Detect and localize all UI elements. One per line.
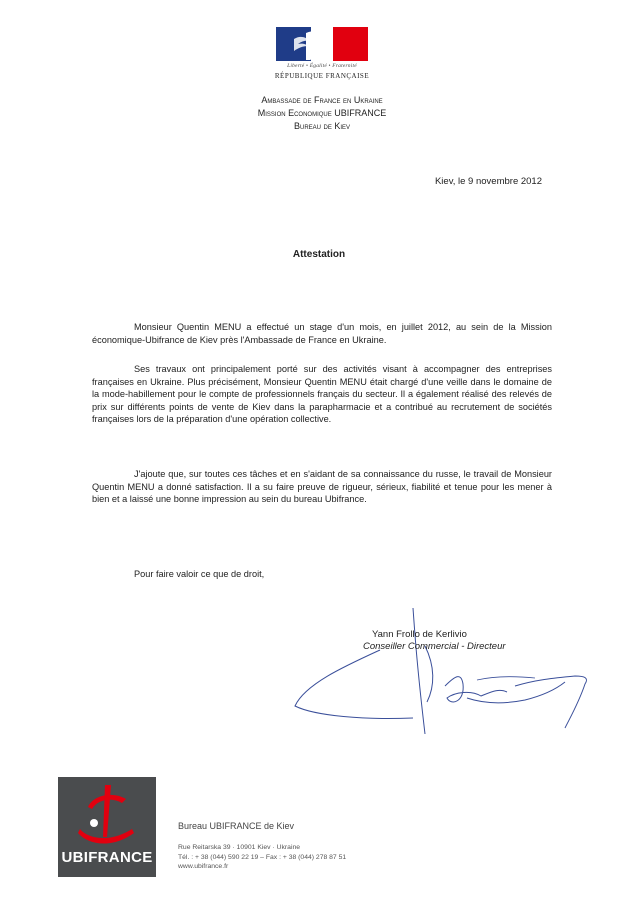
embassy-header (200, 94, 444, 133)
footer-bureau: Bureau UBIFRANCE de Kiev (178, 821, 295, 831)
footer-contact (178, 843, 346, 872)
republic-name: RÉPUBLIQUE FRANÇAISE (274, 72, 370, 80)
mission-line: Mission Economique UBIFRANCE (257, 108, 387, 118)
letter-date: Kiev, le 9 novembre 2012 (434, 176, 542, 187)
body-paragraph: Ses travaux ont principalement porté sur des activités visant à accompagner des entreprises françaises en Ukraine. Plus précisément, Monsieur Quentin MENU était chargé d'une veille dans le domaine de la mode-habillement pour le compte de professionnels français du secteur. Il a également réalisé des relevés de prix sur différents points de vente de Kiev dans la parapharmacie et a contribué au recrutement de sociétés françaises lors de la préparation d'une opération collective. (92, 364, 552, 425)
bureau-line: Bureau de Kiev (293, 121, 350, 131)
handwritten-signature (285, 606, 595, 736)
footer-phone: Tél. : + 38 (044) 590 22 19 – Fax : + 38 (044) 278 87 51 (178, 853, 347, 861)
body-paragraph: Monsieur Quentin MENU a effectué un stage d'un mois, en juillet 2012, au sein de la Mission économique-Ubifrance de Kiev près l'Ambassade de France en Ukraine. (92, 322, 552, 345)
signer-name: Yann Frollo de Kerlivio (372, 629, 467, 640)
marianne-profile-icon (276, 27, 368, 61)
embassy-line: Ambassade de France en Ukraine (261, 95, 383, 105)
body-paragraph: J'ajoute que, sur toutes ces tâches et en s'aidant de sa connaissance du russe, le travail de Monsieur Quentin MENU a donné satisfaction. Il a su faire preuve de rigueur, sérieux, fiabilité et tenue pour les mener à bien et a laissé une bonne impression au sein du bureau Ubifrance. (92, 469, 552, 505)
letter-title: Attestation (292, 249, 346, 260)
closing-line: Pour faire valoir ce que de droit, (134, 569, 265, 579)
ubifrance-wordmark: UBIFRANCE (61, 849, 153, 866)
footer-address: Rue Reitarska 39 · 10901 Kiev · Ukraine (178, 844, 301, 851)
signer-role: Conseiller Commercial - Directeur (363, 641, 506, 652)
republic-motto: Liberté • Égalité • Fraternité (287, 63, 357, 69)
footer-website: www.ubifrance.fr (178, 863, 229, 871)
